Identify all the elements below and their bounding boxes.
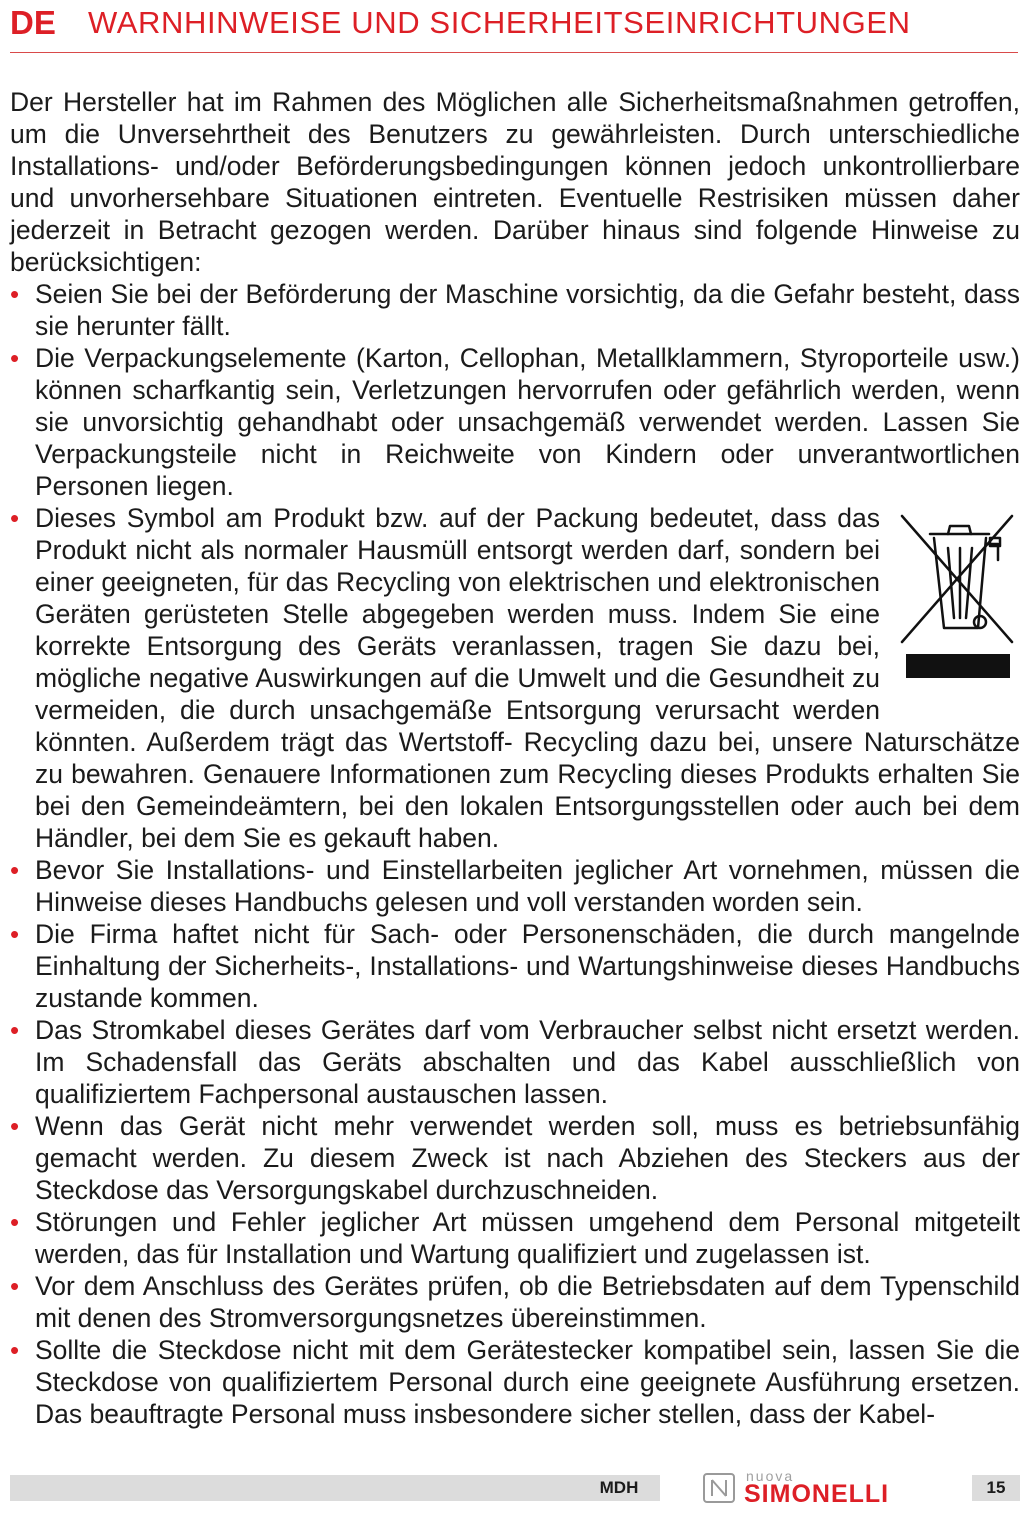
list-item: • Das Stromkabel dieses Gerätes darf vom Verbraucher selbst nicht ersetzt werden. Im Schadensfall das Geräts abschalten und das Kabel ausschließlich von qualifiziertem Fachpersonal austauschen lassen. [10, 1014, 1020, 1110]
list-item: • Sollte die Steckdose nicht mit dem Gerätestecker kompatibel sein, lassen Sie die Steckdose von qualifiziertem Personal durch eine geeignete Ausführung ersetzen. Das beauftragte Personal muss insbesondere sicher stellen, dass der Kabel- [10, 1334, 1020, 1430]
crossed-bin-icon [894, 504, 1020, 654]
list-item: • Die Verpackungselemente (Karton, Cellophan, Metallklammern, Styroporteile usw.) können scharfkantig sein, Verletzungen hervorrufen oder gefährlich werden, wenn sie unvorsichtig gehandhabt oder unsachgemäß verwendet werden. Lassen Sie Verpackungsteile nicht in Reichweite von Kindern oder unverantwortlichen Personen liegen. [10, 342, 1020, 502]
logo-top-text: nuova [746, 1468, 795, 1484]
intro-paragraph: Der Hersteller hat im Rahmen des Möglichen alle Sicherheitsmaßnahmen getroffen, um die Unversehrtheit des Benutzers zu gewährleisten. Durch unterschiedliche Installations- und/oder Beförderungsbedingungen können jedoch unkontrollierbare und unvorhersehbare Situationen eintreten. Eventuelle Restrisiken müssen daher jederzeit in Betracht gezogen werden. Darüber hinaus sind folgende Hinweise zu berücksichtigen: [10, 87, 1020, 277]
logo-brand-text: SIMONELLI [744, 1480, 890, 1506]
brand-logo [694, 1468, 954, 1506]
weee-bar [906, 654, 1010, 678]
safety-list [10, 278, 1020, 1430]
weee-symbol [894, 504, 1020, 694]
list-item: • Wenn das Gerät nicht mehr verwendet werden soll, muss es betriebsunfähig gemacht werden. Zu diesem Zweck ist nach Abziehen des Steckers aus der Steckdose das Versorgungskabel durchzuschneiden. [10, 1110, 1020, 1206]
list-item: • Bevor Sie Installations- und Einstellarbeiten jeglicher Art vornehmen, müssen die Hinweise dieses Handbuchs gelesen und voll verstanden worden sein. [10, 854, 1020, 918]
page-number: 15 [986, 1478, 1006, 1497]
footer-bar [10, 1475, 660, 1501]
page-header [10, 4, 1018, 53]
list-item-weee [10, 502, 1020, 854]
list-item: • Störungen und Fehler jeglicher Art müssen umgehend dem Personal mitgeteilt werden, das für Installation und Wartung qualifiziert und zugelassen ist. [10, 1206, 1020, 1270]
document-body [10, 86, 1020, 1430]
page-footer [10, 1468, 1020, 1506]
page-title: WARNHINWEISE UND SICHERHEITSEINRICHTUNGEN [88, 5, 911, 40]
model-code: MDH [599, 1478, 639, 1497]
list-item: • Vor dem Anschluss des Gerätes prüfen, ob die Betriebsdaten auf dem Typenschild mit denen des Stromversorgungsnetzes übereinstimmen. [10, 1270, 1020, 1334]
language-code: DE [10, 4, 56, 41]
list-item: • Seien Sie bei der Beförderung der Maschine vorsichtig, da die Gefahr besteht, dass sie herunter fällt. [10, 278, 1020, 342]
list-item: • Die Firma haftet nicht für Sach- oder Personenschäden, die durch mangelnde Einhaltung der Sicherheits-, Installations- und Wartungshinweise dieses Handbuchs zustande kommen. [10, 918, 1020, 1014]
list-item-text: Dieses Symbol am Produkt bzw. auf der Packung bedeutet, dass das Produkt nicht als normaler Hausmüll entsorgt werden darf, sondern bei einer geeigneten, für das Recycling von elektrischen und elektronischen Geräten gerüsteten Stelle abgegeben werden muss. Indem Sie eine korrekte Entsorgung des Geräts veranlassen, tragen Sie dazu bei, mögliche negative Auswirkungen auf die Umwelt und die Gesundheit zu vermeiden, die durch unsachgemäße Entsorgung verursacht werden könnten. Außerdem trägt das Wertstoff- Recycling dazu bei, unsere Naturschätze zu bewahren. Genauere Informationen zum Recycling dieses Produkts erhalten Sie bei den Gemeindeämtern, bei den lokalen Entsorgungsstellen oder auch bei dem Händler, bei dem Sie es gekauft haben. [35, 503, 1020, 853]
